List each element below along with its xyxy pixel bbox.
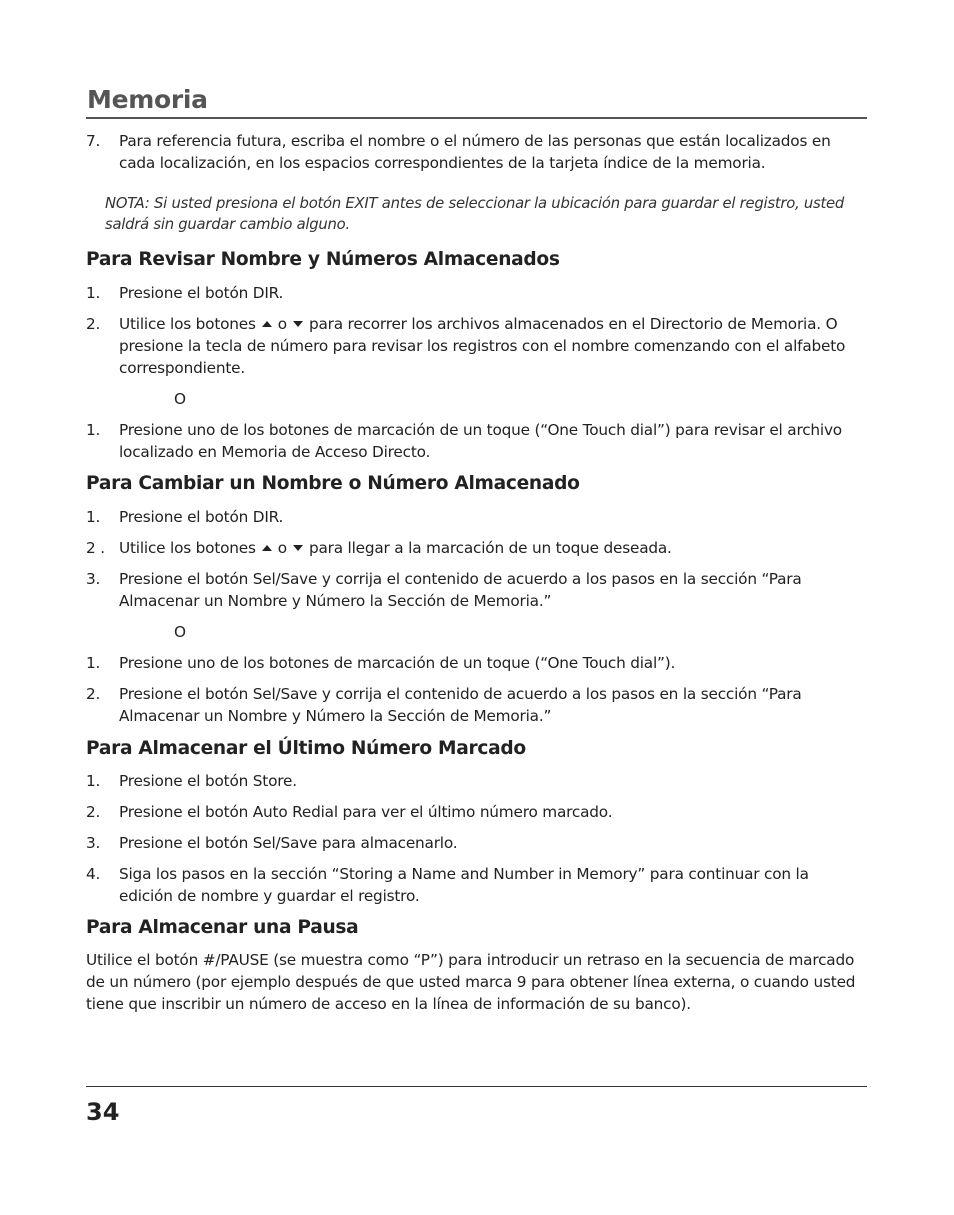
page-content: [86, 84, 867, 1015]
footer-rule: [86, 1086, 867, 1087]
list-item: 1. Presione uno de los botones de marcación de un toque (“One Touch dial”) para revisar el archivo localizado en Memoria de Acceso Directo.: [86, 421, 842, 461]
list-item: 1. Presione el botón DIR.: [86, 508, 284, 526]
page-title: Memoria: [87, 85, 208, 114]
section-heading-last-number: Para Almacenar el Último Número Marcado: [86, 738, 526, 759]
section-heading-review: Para Revisar Nombre y Números Almacenados: [86, 249, 560, 270]
pause-paragraph: Utilice el botón #/PAUSE (se muestra como “P”) para introducir un retraso en la secuencia de marcado de un número (por ejemplo después de que usted marca 9 para obtener línea externa, o cuando usted tiene que inscribir un número de acceso en la línea de información de su banco).: [86, 951, 856, 1013]
arrow-up-icon: [262, 545, 272, 551]
list-item: 3. Presione el botón Sel/Save y corrija el contenido de acuerdo a los pasos en la sección “Para Almacenar un Nombre y Número la Sección de Memoria.”: [86, 570, 802, 610]
or-separator: O: [174, 623, 187, 641]
list-item: 7. Para referencia futura, escriba el nombre o el número de las personas que están localizados en cada localización, en los espacios correspondientes de la tarjeta índice de la memoria.: [86, 132, 831, 172]
list-item: 2 . Utilice los botones o para llegar a la marcación de un toque deseada.: [86, 539, 672, 557]
page-number: 34: [86, 1098, 120, 1126]
list-item: 4. Siga los pasos en la sección “Storing a Name and Number in Memory” para continuar con la edición de nombre y guardar el registro.: [86, 865, 809, 905]
list-item: 3. Presione el botón Sel/Save para almacenarlo.: [86, 834, 458, 852]
note-text: NOTA: Si usted presiona el botón EXIT antes de seleccionar la ubicación para guardar el registro, usted saldrá sin guardar cambio alguno.: [105, 195, 845, 233]
list-item: 1. Presione uno de los botones de marcación de un toque (“One Touch dial”).: [86, 654, 676, 672]
list-item: 2. Presione el botón Sel/Save y corrija el contenido de acuerdo a los pasos en la sección “Para Almacenar un Nombre y Número la Sección de Memoria.”: [86, 685, 802, 725]
arrow-up-icon: [262, 321, 272, 327]
arrow-down-icon: [293, 545, 303, 551]
list-item: 2. Utilice los botones o para recorrer los archivos almacenados en el Directorio de Memoria. O presione la tecla de número para revisar los registros con el nombre comenzando con el alfabeto correspondiente.: [86, 315, 846, 377]
section-heading-change: Para Cambiar un Nombre o Número Almacenado: [86, 473, 580, 494]
arrow-down-icon: [293, 321, 303, 327]
title-rule: [86, 117, 867, 119]
or-separator: O: [174, 390, 187, 408]
section-heading-pause: Para Almacenar una Pausa: [86, 917, 359, 938]
list-item: 1. Presione el botón DIR.: [86, 284, 284, 302]
list-item: 1. Presione el botón Store.: [86, 772, 297, 790]
list-item: 2. Presione el botón Auto Redial para ver el último número marcado.: [86, 803, 613, 821]
